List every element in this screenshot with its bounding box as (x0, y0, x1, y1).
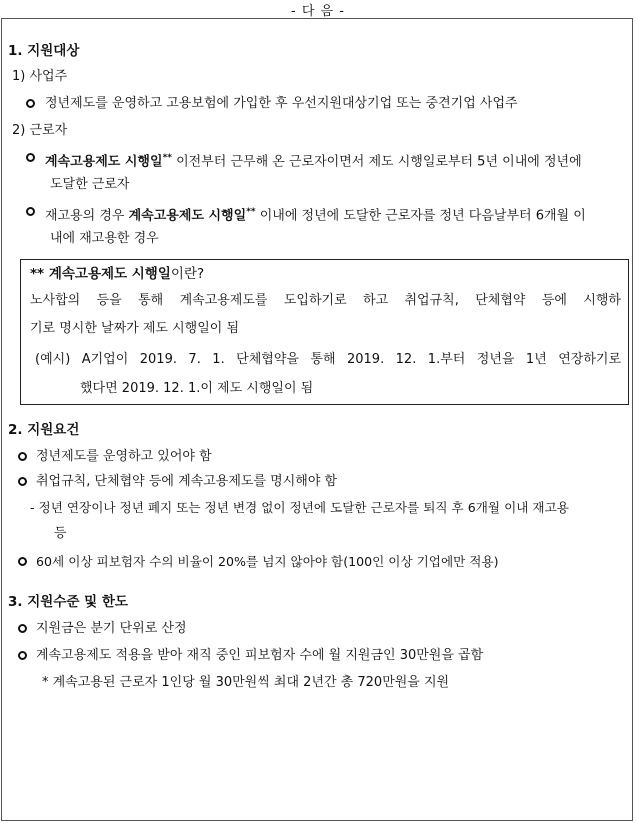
section-1-sub-1: 1) 사업주 (12, 69, 68, 84)
section-2-item-2: 취업규칙, 단체협약 등에 계속고용제도를 명시해야 함 (36, 474, 338, 489)
section-1-item-2-cont: 도달한 근로자 (50, 177, 130, 192)
section-3-item-1: 지원금은 분기 단위로 산정 (36, 621, 187, 636)
section-1-sub-1-item: 정년제도를 운영하고 고용보험에 가입한 후 우선지원대상기업 또는 중견기업 사업주 (45, 96, 518, 111)
section-2-item-3: 60세 이상 피보험자 수의 비율이 20%를 넘지 않아야 함(100인 이상 기업에만 적용) (36, 554, 499, 569)
item-text: 재고용의 경우 (45, 208, 129, 224)
example-line-1: (예시) A기업이 2019. 7. 1. 단체협약을 통해 2019. 12. 1.부터 정년을 1년 연장하기로 (35, 352, 621, 367)
example-line-2: 했다면 2019. 12. 1.이 제도 시행일이 됨 (80, 381, 314, 396)
circle-bullet-icon (18, 624, 27, 633)
section-3-item-2: 계속고용제도 적용을 받아 재직 중인 피보험자 수에 월 지원금인 30만원을 곱함 (36, 648, 484, 663)
page-title: - 다 음 - (291, 4, 345, 19)
circle-bullet-icon (18, 477, 27, 486)
circle-bullet-icon (18, 651, 27, 660)
emphasis-text: 계속고용제도 시행일 (44, 266, 171, 282)
definition-title-rest: 이란? (170, 266, 205, 282)
section-2-dash-item: - 정년 연장이나 정년 폐지 또는 정년 변경 없이 정년에 도달한 근로자를 퇴직 후 6개월 이내 재고용 (30, 500, 569, 515)
footnote-mark: ** (30, 266, 45, 282)
section-1-item-3-cont: 내에 재고용한 경우 (50, 231, 159, 246)
circle-bullet-icon (18, 557, 27, 566)
item-text: 이내에 정년에 도달한 근로자를 정년 다음날부터 6개월 이 (255, 208, 586, 224)
section-3-star-note: * 계속고용된 근로자 1인당 월 30만원씩 최대 2년간 총 720만원을 지원 (42, 675, 450, 690)
section-1-heading: 1. 지원대상 (8, 43, 80, 59)
section-1-item-2 (45, 149, 582, 171)
definition-title (30, 265, 204, 283)
emphasis-text: 계속고용제도 시행일 (45, 154, 163, 170)
section-2-item-1: 정년제도를 운영하고 있어야 함 (36, 449, 212, 464)
document-frame (1, 18, 633, 821)
section-2-dash-item-cont: 등 (54, 526, 67, 541)
section-2-heading: 2. 지원요건 (8, 422, 80, 438)
circle-bullet-icon (18, 452, 27, 461)
definition-line-2: 기로 명시한 날짜가 제도 시행일이 됨 (30, 321, 240, 336)
circle-bullet-icon (26, 99, 35, 108)
definition-line-1: 노사합의 등을 통해 계속고용제도를 도입하기로 하고 취업규칙, 단체협약 등에 시행하 (30, 293, 621, 308)
circle-bullet-icon (26, 153, 35, 162)
footnote-mark: ** (162, 153, 172, 163)
section-1-sub-2: 2) 근로자 (12, 123, 68, 138)
circle-bullet-icon (26, 207, 35, 216)
item-text: 이전부터 근무해 온 근로자이면서 제도 시행일로부터 5년 이내에 정년에 (171, 154, 582, 170)
emphasis-text: 계속고용제도 시행일 (128, 208, 247, 224)
section-1-item-3 (45, 203, 586, 225)
section-3-heading: 3. 지원수준 및 한도 (8, 594, 128, 610)
footnote-mark: ** (246, 207, 256, 217)
